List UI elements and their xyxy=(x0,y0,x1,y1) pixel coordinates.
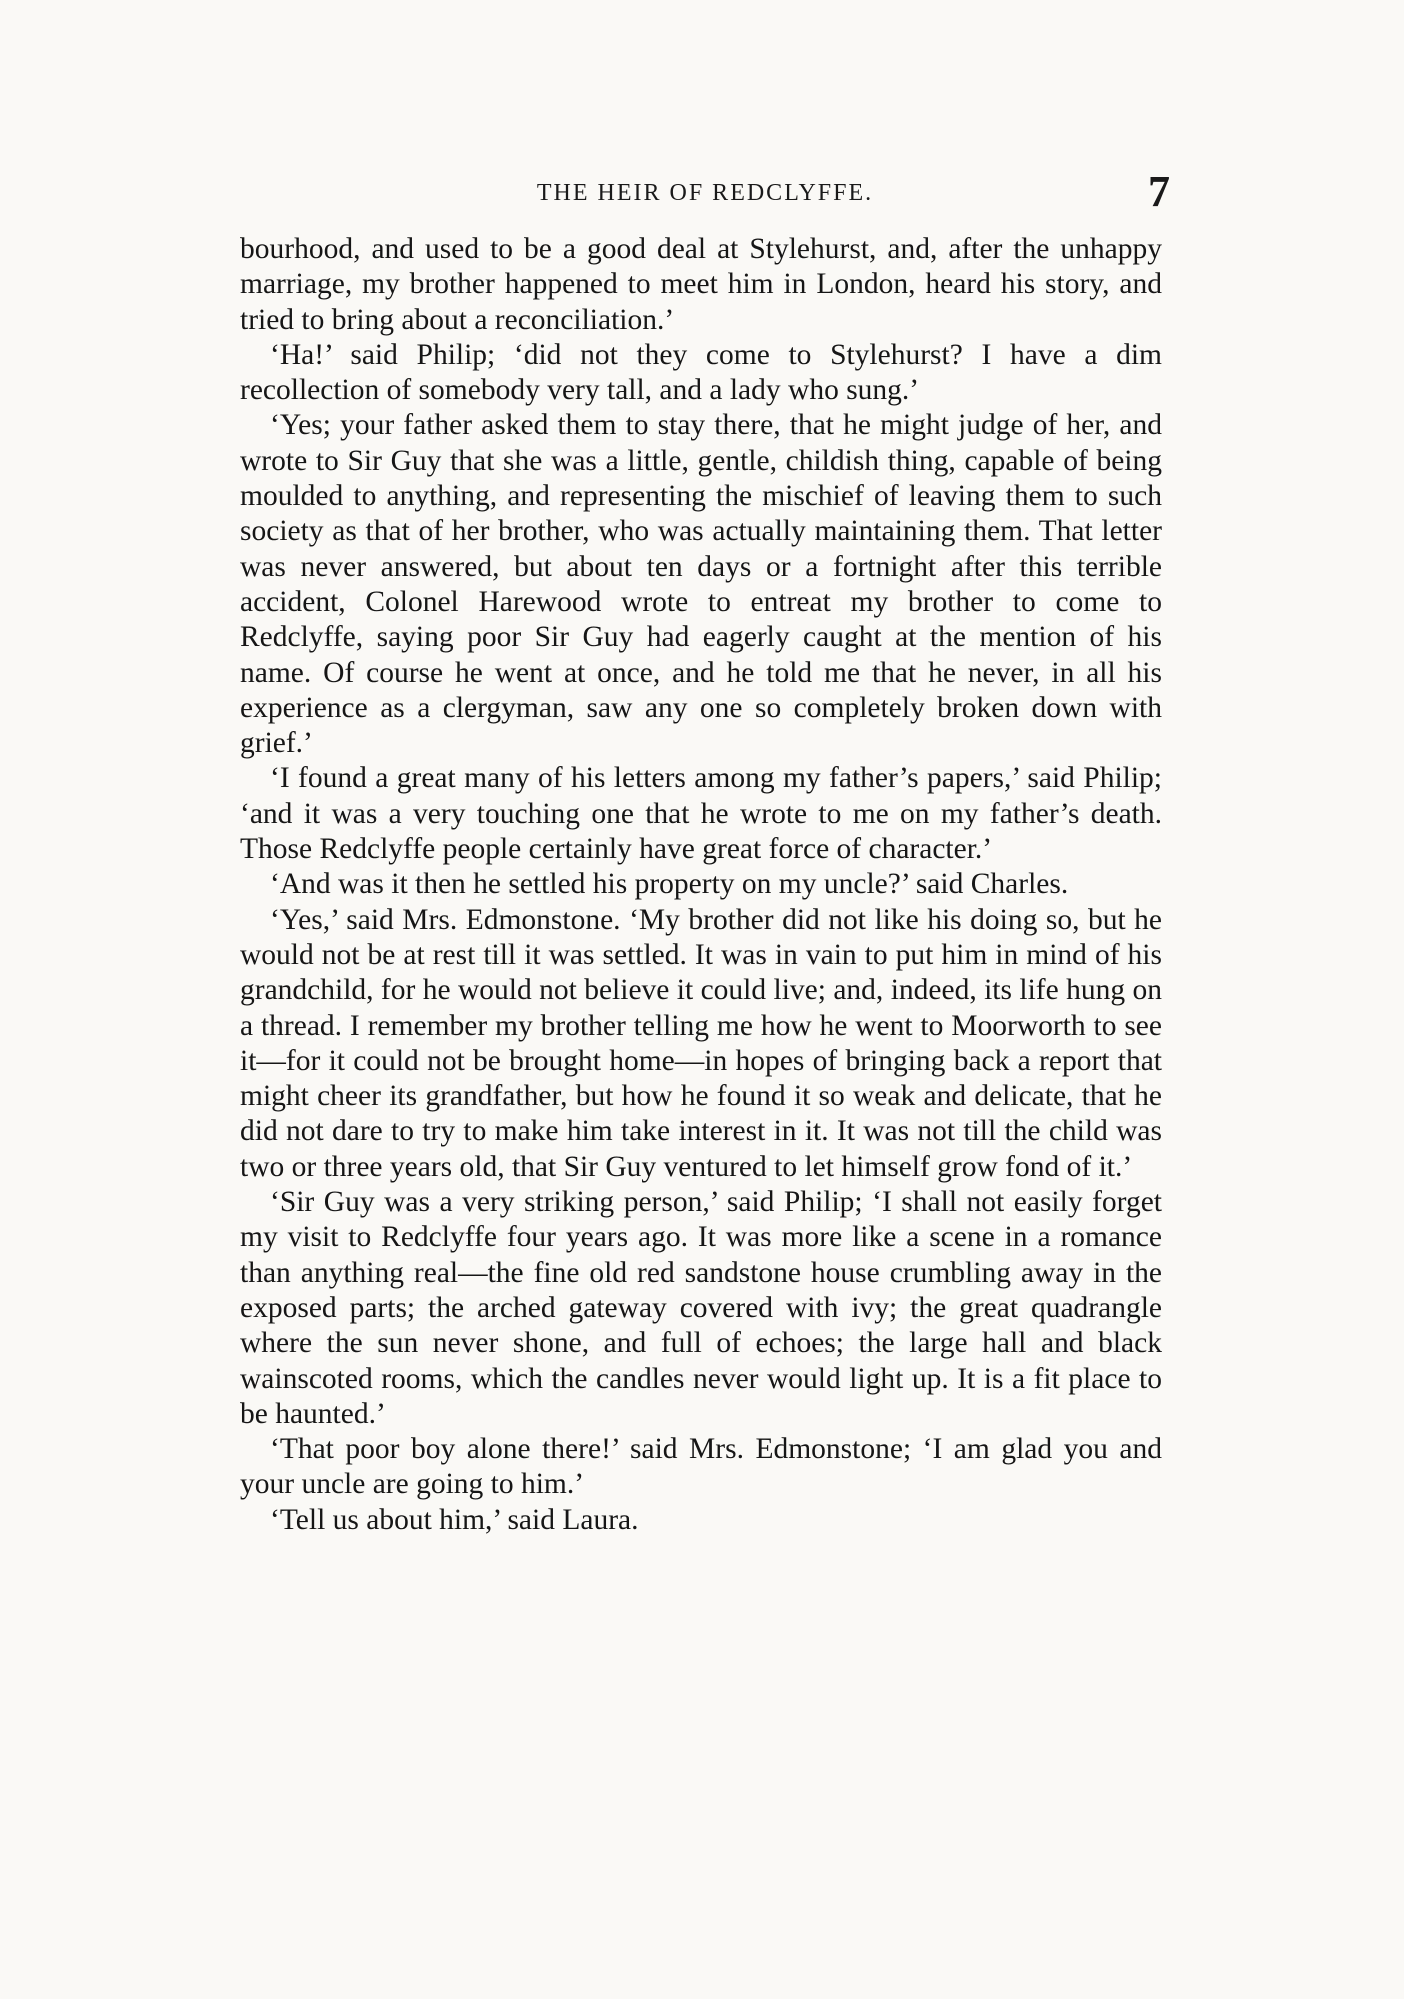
paragraph: ‘Ha!’ said Philip; ‘did not they come to Stylehurst? I have a dim recollection of somebody very tall, and a lady who sung.’ xyxy=(240,338,1162,407)
paragraph: ‘Sir Guy was a very striking person,’ said Philip; ‘I shall not easily forget my visit to Redclyffe four years ago. It was more like a scene in a romance than anything real—the fine old red sandstone house crumbling away in the exposed parts; the arched gateway covered with ivy; the great quadrangle where the sun never shone, and full of echoes; the large hall and black wainscoted rooms, which the candles never would light up. It is a fit place to be haunted.’ xyxy=(240,1186,1162,1430)
text-body xyxy=(240,232,1162,1538)
running-head xyxy=(240,167,1170,222)
paragraph: ‘Yes; your father asked them to stay there, that he might judge of her, and wrote to Sir Guy that she was a little, gentle, childish thing, capable of being moulded to anything, and representing the mischief of leaving them to such society as that of her brother, who was actually maintaining them. That letter was never answered, but about ten days or a fortnight after this terrible accident, Colonel Harewood wrote to entreat my brother to come to Redclyffe, saying poor Sir Guy had eagerly caught at the mention of his name. Of course he went at once, and he told me that he never, in all his experience as a clergyman, saw any one so completely broken down with grief.’ xyxy=(240,409,1162,760)
paragraph: ‘I found a great many of his letters among my father’s papers,’ said Philip; ‘and it was a very touching one that he wrote to me on my father’s death. Those Redclyffe people certainly have great force of character.’ xyxy=(240,762,1162,866)
paragraph: ‘Tell us about him,’ said Laura. xyxy=(270,1503,639,1536)
paragraph: ‘Yes,’ said Mrs. Edmonstone. ‘My brother did not like his doing so, but he would not be at rest till it was settled. It was in vain to put him in mind of his grandchild, for he would not believe it could live; and, indeed, its life hung on a thread. I remember my brother telling me how he went to Moorworth to see it—for it could not be brought home—in hopes of bringing back a report that might cheer its grandfather, but how he found it so weak and delicate, that he did not dare to try to make him take interest in it. It was not till the child was two or three years old, that Sir Guy ventured to let himself grow fond of it.’ xyxy=(240,903,1162,1183)
running-title: THE HEIR OF REDCLYFFE. xyxy=(536,180,874,206)
page-number: 7 xyxy=(1148,167,1170,216)
paragraph: ‘That poor boy alone there!’ said Mrs. Edmonstone; ‘I am glad you and your uncle are going to him.’ xyxy=(240,1433,1162,1501)
paragraph-continuation: bourhood, and used to be a good deal at Stylehurst, and, after the unhappy marriage, my brother happened to meet him in London, heard his story, and tried to bring about a reconciliation.’ xyxy=(240,233,1162,336)
paragraph: ‘And was it then he settled his property on my uncle?’ said Charles. xyxy=(270,868,1069,901)
